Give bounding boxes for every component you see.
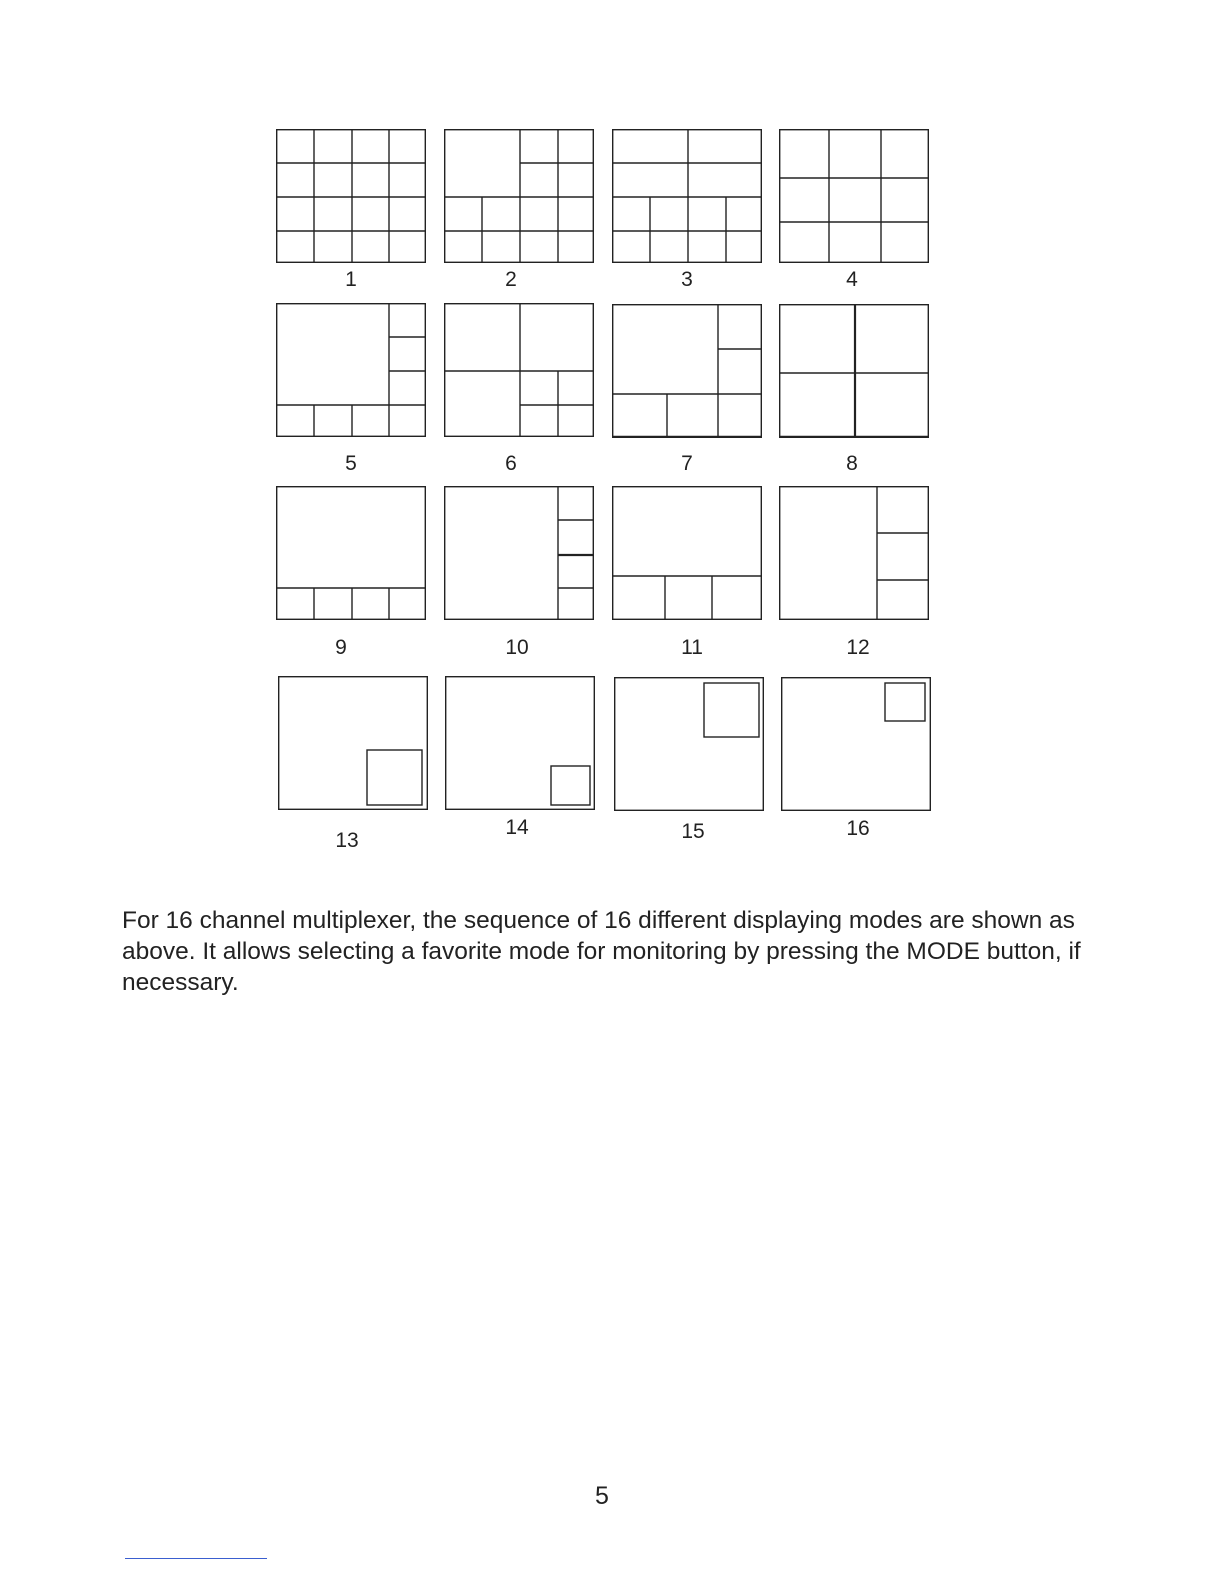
mode-13-diagram (278, 676, 428, 810)
mode-3-diagram (612, 129, 762, 263)
mode-12-label: 12 (846, 636, 870, 659)
mode-15-diagram (614, 677, 764, 811)
mode-14-diagram (445, 676, 595, 810)
mode-4-diagram (779, 129, 929, 263)
mode-2-label: 2 (505, 268, 517, 291)
mode-11-label: 11 (681, 636, 703, 659)
mode-4-label: 4 (846, 268, 858, 291)
mode-10-diagram (444, 486, 594, 620)
mode-13-label: 13 (335, 829, 359, 852)
mode-16-label: 16 (846, 817, 870, 840)
mode-5-diagram (276, 303, 426, 437)
mode-6-label: 6 (505, 452, 517, 475)
mode-5-label: 5 (345, 452, 357, 475)
mode-3-label: 3 (681, 268, 693, 291)
description-paragraph: For 16 channel multiplexer, the sequence of 16 different displaying modes are shown as above. It allows selecting a favorite mode for monitoring by pressing the MODE button, if necessary. (122, 907, 1081, 996)
mode-16-diagram (781, 677, 931, 811)
mode-7-diagram (612, 304, 762, 438)
mode-11-diagram (612, 486, 762, 620)
mode-8-diagram (779, 304, 929, 438)
mode-7-label: 7 (681, 452, 693, 475)
mode-1-label: 1 (345, 268, 357, 291)
mode-6-diagram (444, 303, 594, 437)
mode-2-diagram (444, 129, 594, 263)
mode-8-label: 8 (846, 452, 858, 475)
page-number: 5 (595, 1482, 609, 1510)
mode-15-label: 15 (681, 820, 705, 843)
mode-12-diagram (779, 486, 929, 620)
mode-1-diagram (276, 129, 426, 263)
mode-10-label: 10 (505, 636, 529, 659)
mode-9-diagram (276, 486, 426, 620)
footer-divider (125, 1558, 267, 1559)
mode-9-label: 9 (335, 636, 347, 659)
mode-14-label: 14 (505, 816, 529, 839)
